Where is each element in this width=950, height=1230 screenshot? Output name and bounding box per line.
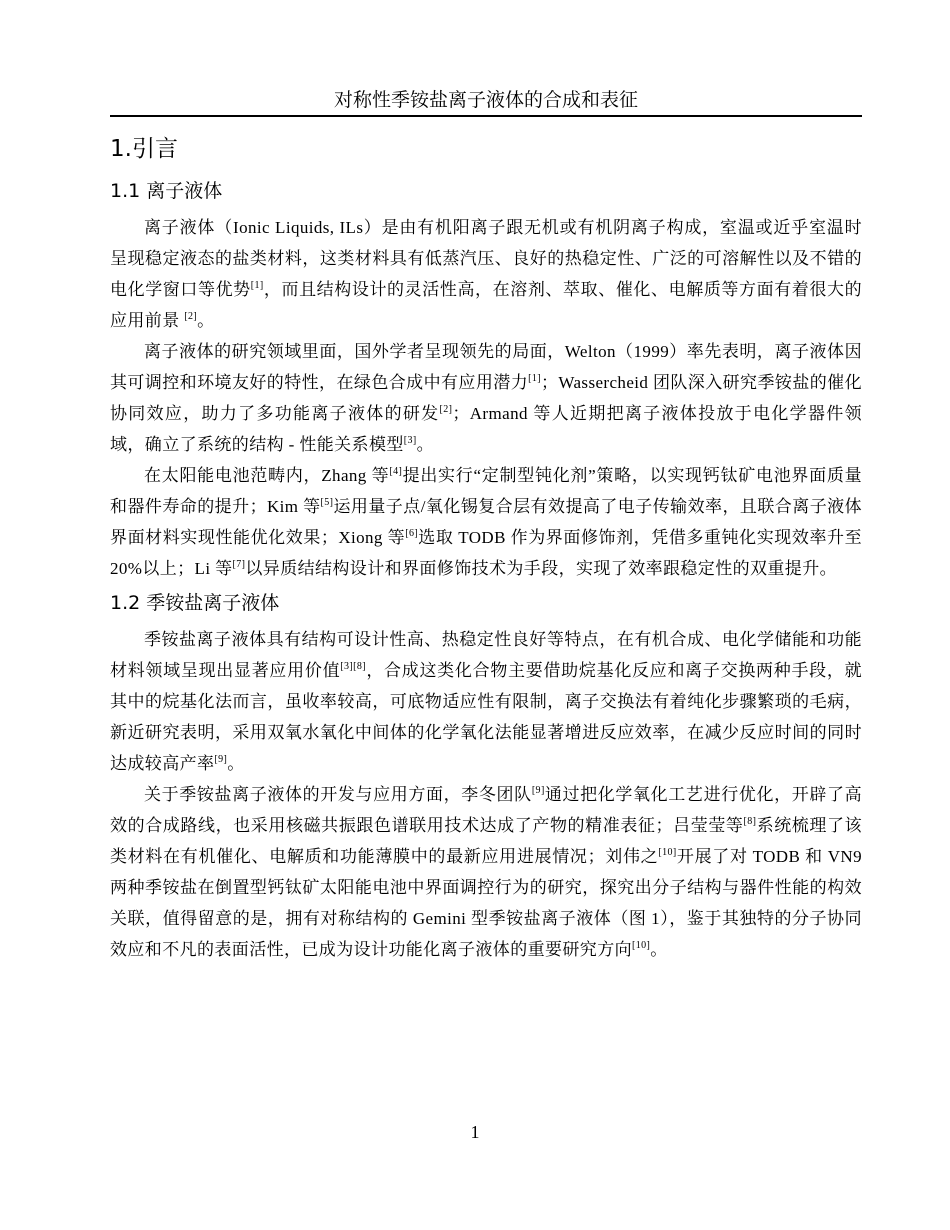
paragraph-solar-cells: 在太阳能电池范畴内，Zhang 等[4]提出实行“定制型钝化剂”策略，以实现钙钛矿电池界面质量和器件寿命的提升；Kim 等[5]运用量子点/氧化锡复合层有效提高了电子传输效率，且联合离子液体界面材料实现性能优化效果；Xiong 等[6]选取 TODB 作为界面修饰剂，凭借多重钝化实现效率升至 20%以上；Li 等[7]以异质结结构设计和界面修饰技术为手段，实现了效率跟稳定性的双重提升。 <box>110 466 862 578</box>
section-heading-introduction: 1.引言 <box>110 136 178 162</box>
citation-ref: [2] <box>184 311 198 322</box>
running-header: 对称性季铵盐离子液体的合成和表征 <box>110 88 862 117</box>
paragraph-development-applications: 关于季铵盐离子液体的开发与应用方面，李冬团队[9]通过把化学氧化工艺进行优化，开辟了高效的合成路线，也采用核磁共振跟色谱联用技术达成了产物的精准表征；吕莹莹等[8]系统梳理了该类材料在有机催化、电解质和功能薄膜中的最新应用进展情况；刘伟之[10]开展了对 TODB 和 VN9 两种季铵盐在倒置型钙钛矿太阳能电池中界面调控行为的研究，探究出分子结构与器件性能的构效关联，值得留意的是，拥有对称结构的 Gemini 型季铵盐离子液体（图 1），鉴于其独特的分子协同效应和不凡的表面活性，已成为设计功能化离子液体的重要研究方向[10]。 <box>110 785 862 959</box>
citation-ref: [4] <box>389 466 403 477</box>
citation-ref: [9] <box>214 754 228 765</box>
citation-ref: [3][8] <box>340 661 367 672</box>
subsection-heading-ionic-liquids: 1.1 离子液体 <box>110 180 223 202</box>
citation-ref: [7] <box>232 559 246 570</box>
paragraph-synthesis-methods: 季铵盐离子液体具有结构可设计性高、热稳定性良好等特点，在有机合成、电化学储能和功能材料领域呈现出显著应用价值[3][8]，合成这类化合物主要借助烷基化反应和离子交换两种手段，就其中的烷基化法而言，虽收率较高，可底物适应性有限制，离子交换法有着纯化步骤繁琐的毛病，新近研究表明，采用双氧水氧化中间体的化学氧化法能显著增进反应效率，在减少反应时间的同时达成较高产率[9]。 <box>110 630 862 773</box>
paragraph-ionic-liquids-definition: 离子液体（Ionic Liquids, ILs）是由有机阳离子跟无机或有机阴离子构成，室温或近乎室温时呈现稳定液态的盐类材料，这类材料具有低蒸汽压、良好的热稳定性、广泛的可溶解性以及不错的电化学窗口等优势[1]，而且结构设计的灵活性高，在溶剂、萃取、催化、电解质等方面有着很大的应用前景 [2]。 <box>110 218 862 330</box>
paragraph-research-overview: 离子液体的研究领域里面，国外学者呈现领先的局面，Welton（1999）率先表明，离子液体因其可调控和环境友好的特性，在绿色合成中有应用潜力[1]；Wassercheid 团队深入研究季铵盐的催化协同效应，助力了多功能离子液体的研发[2]；Armand 等人近期把离子液体投放于电化学器件领域，确立了系统的结构 - 性能关系模型[3]。 <box>110 342 862 454</box>
citation-ref: [9] <box>531 785 545 796</box>
citation-ref: [6] <box>405 528 419 539</box>
citation-ref: [1] <box>528 373 541 384</box>
citation-ref: [5] <box>320 497 334 508</box>
citation-ref: [2] <box>439 404 453 415</box>
citation-ref: [10] <box>632 940 651 951</box>
subsection-heading-quaternary-ammonium: 1.2 季铵盐离子液体 <box>110 592 280 614</box>
citation-ref: [1] <box>250 280 264 291</box>
citation-ref: [10] <box>658 847 677 858</box>
page-content <box>110 130 862 965</box>
citation-ref: [3] <box>403 435 417 446</box>
citation-ref: [8] <box>743 816 757 827</box>
page-number: 1 <box>470 1122 480 1142</box>
